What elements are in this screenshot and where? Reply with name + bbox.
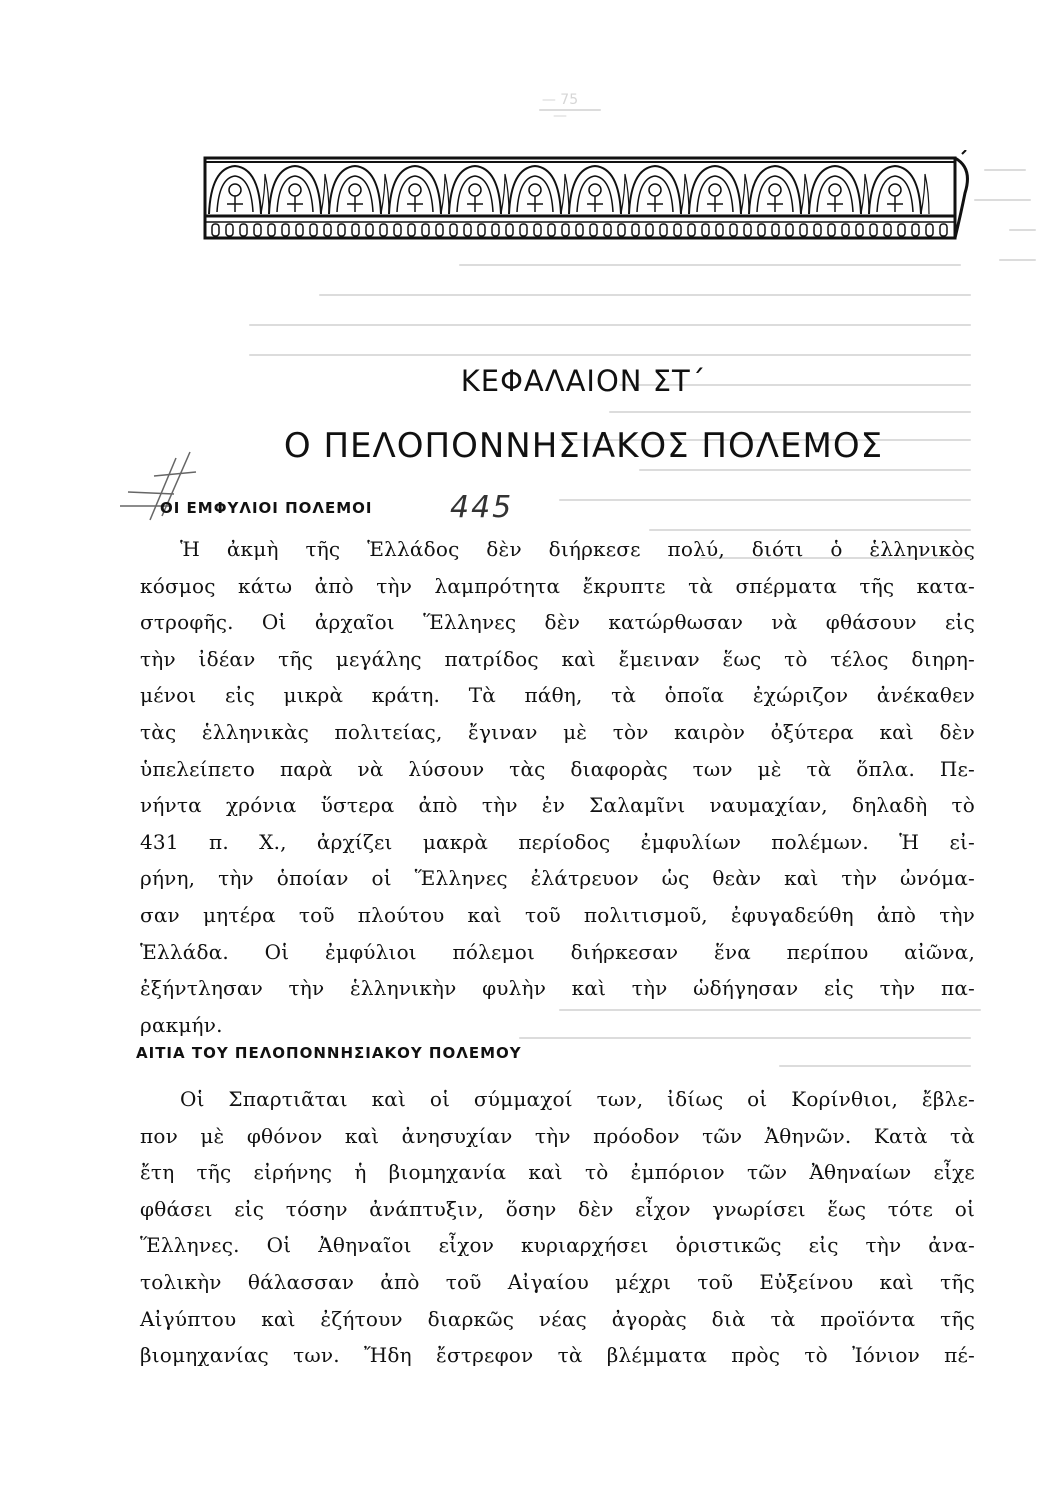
frieze-dentil — [716, 224, 723, 236]
paragraph-civil-wars — [140, 531, 975, 1043]
frieze-dentil — [786, 224, 793, 236]
frieze-dentil — [548, 224, 555, 236]
frieze-dentil — [800, 224, 807, 236]
frieze-dentil — [926, 224, 933, 236]
decorative-frieze-ornament — [200, 150, 970, 250]
frieze-palmette — [809, 166, 869, 214]
frieze-dentil — [758, 224, 765, 236]
frieze-dentil — [492, 224, 499, 236]
frieze-palmette — [629, 166, 689, 214]
text-line: ὑπελείπετο παρὰ νὰ λύσουν τὰς διαφορὰς των μὲ τὰ ὅπλα. Πε- — [140, 756, 975, 781]
text-line: κόσμος κάτω ἀπὸ τὴν λαμπρότητα ἔκρυπτε τὰ σπέρματα τῆς κατα- — [140, 573, 975, 598]
frieze-palmette — [569, 166, 629, 214]
frieze-palmette — [449, 166, 509, 214]
text-line: ρήνη, τὴν ὁποίαν οἱ Ἕλληνες ἐλάτρευον ὡς θεὰν καὶ τὴν ὠνόμα- — [140, 866, 975, 891]
text-line: φθάσει εἰς τόσην ἀνάπτυξιν, ὅσην δὲν εἶχον γνωρίσει ἕως τότε οἱ — [140, 1196, 975, 1221]
frieze-dentil — [254, 224, 261, 236]
frieze-dentil — [772, 224, 779, 236]
text-line: μένοι εἰς μικρὰ κράτη. Τὰ πάθη, τὰ ὁποῖα ἐχώριζον ἀνέκαθεν — [140, 683, 975, 708]
frieze-dentil — [268, 224, 275, 236]
text-line: ἔτη τῆς εἰρήνης ἡ βιομηχανία καὶ τὸ ἐμπόριον τῶν Ἀθηναίων εἶχε — [140, 1160, 975, 1185]
text-line: 431 π. Χ., ἀρχίζει μακρὰ περίοδος ἐμφυλίων πολέμων. Ἡ εἰ- — [140, 829, 975, 854]
frieze-dentil — [212, 224, 219, 236]
text-line: τὴν ἰδέαν τῆς μεγάλης πατρίδος καὶ ἔμειναν ἕως τὸ τέλος διηρη- — [140, 646, 975, 671]
frieze-dentil — [310, 224, 317, 236]
chapter-title: Ο ΠΕΛΟΠΟΝΝΗΣΙΑΚΟΣ ΠΟΛΕΜΟΣ — [283, 426, 884, 466]
text-line: ἐξήντλησαν τὴν ἑλληνικὴν φυλὴν καὶ τὴν ὡδήγησαν εἰς τὴν πα- — [140, 976, 975, 1001]
frieze-palmette — [749, 166, 809, 214]
frieze-dentil — [338, 224, 345, 236]
frieze-dentil — [660, 224, 667, 236]
frieze-dentil — [478, 224, 485, 236]
frieze-dentil — [688, 224, 695, 236]
frieze-dentil — [394, 224, 401, 236]
frieze-dentil — [352, 224, 359, 236]
frieze-palmette — [329, 166, 389, 214]
frieze-dentil — [870, 224, 877, 236]
frieze-dentil — [828, 224, 835, 236]
text-line: νήντα χρόνια ὕστερα ἀπὸ τὴν ἐν Σαλαμῖνι ναυμαχίαν, δηλαδὴ τὸ — [140, 793, 975, 818]
text-line: τὰς ἑλληνικὰς πολιτείας, ἔγιναν μὲ τὸν καιρὸν ὀξύτερα καὶ δὲν — [140, 719, 975, 744]
frieze-palmette — [389, 166, 449, 214]
text-line: ρακμήν. — [140, 1012, 223, 1037]
frieze-dentil — [366, 224, 373, 236]
text-line: Ἑλλάδα. Οἱ ἐμφύλιοι πόλεμοι διήρκεσαν ἕνα περίπου αἰῶνα, — [140, 939, 975, 964]
frieze-dentil — [562, 224, 569, 236]
frieze-dentil — [240, 224, 247, 236]
frieze-dentil — [506, 224, 513, 236]
frieze-dentil — [674, 224, 681, 236]
text-line: σαν μητέρα τοῦ πλούτου καὶ τοῦ πολιτισμοῦ, ἐφυγαδεύθη ἀπὸ τὴν — [140, 902, 975, 927]
frieze-dentil — [912, 224, 919, 236]
chapter-label: ΚΕΦΑΛΑΙΟΝ ΣΤ΄ — [460, 364, 707, 398]
text-line: πον μὲ φθόνον καὶ ἀνησυχίαν τὴν πρόοδον τῶν Ἀθηνῶν. Κατὰ τὰ — [140, 1123, 975, 1148]
frieze-dentil — [534, 224, 541, 236]
frieze-dentil — [590, 224, 597, 236]
frieze-dentil — [898, 224, 905, 236]
frieze-dentil — [702, 224, 709, 236]
frieze-dentil — [422, 224, 429, 236]
frieze-dentil — [576, 224, 583, 236]
text-line: στροφῆς. Οἱ ἀρχαῖοι Ἕλληνες δὲν κατώρθωσαν νὰ φθάσουν εἰς — [140, 610, 975, 635]
text-line: Ἡ ἀκμὴ τῆς Ἑλλάδος δὲν διήρκεσε πολύ, διότι ὁ ἑλληνικὸς — [180, 537, 975, 561]
frieze-dentil — [296, 224, 303, 236]
frieze-dentil — [520, 224, 527, 236]
frieze-dentil — [646, 224, 653, 236]
text-line: Ἕλληνες. Οἱ Ἀθηναῖοι εἶχον κυριαρχήσει ὁριστικῶς εἰς τὴν ἀνα- — [140, 1233, 975, 1258]
running-head: — 75 — — [541, 92, 579, 124]
paragraph-causes — [140, 1081, 975, 1374]
text-line: Οἱ Σπαρτιᾶται καὶ οἱ σύμμαχοί των, ἰδίως οἱ Κορίνθιοι, ἔβλε- — [180, 1087, 975, 1111]
frieze-dentil — [618, 224, 625, 236]
frieze-dentil — [842, 224, 849, 236]
frieze-dentil — [450, 224, 457, 236]
frieze-palmette — [869, 166, 929, 214]
frieze-dentil — [940, 224, 947, 236]
text-line: τολικὴν θάλασσαν ἀπὸ τοῦ Αἰγαίου μέχρι τοῦ Εὐξείνου καὶ τῆς — [140, 1269, 975, 1294]
frieze-dentil — [744, 224, 751, 236]
frieze-dentil — [464, 224, 471, 236]
frieze-palmette — [689, 166, 749, 214]
frieze-palmette — [209, 166, 269, 214]
section-heading-causes: ΑΙΤΙΑ ΤΟΥ ΠΕΛΟΠΟΝΝΗΣΙΑΚΟΥ ΠΟΛΕΜΟΥ — [136, 1044, 522, 1062]
frieze-dentil — [632, 224, 639, 236]
frieze-dentil — [884, 224, 891, 236]
frieze-dentil — [282, 224, 289, 236]
handwritten-number: 445 — [450, 490, 514, 525]
frieze-dentil — [226, 224, 233, 236]
frieze-dentil — [436, 224, 443, 236]
text-line: βιομηχανίας των. Ἤδη ἔστρεφον τὰ βλέμματα πρὸς τὸ Ἰόνιον πέ- — [140, 1343, 975, 1368]
frieze-dentil — [380, 224, 387, 236]
frieze-dentil — [324, 224, 331, 236]
frieze-palmette — [269, 166, 329, 214]
frieze-dentil — [408, 224, 415, 236]
frieze-dentil — [604, 224, 611, 236]
frieze-dentil — [814, 224, 821, 236]
frieze-dentil — [856, 224, 863, 236]
frieze-palmette — [509, 166, 569, 214]
text-line: Αἰγύπτου καὶ ἐζήτουν διαρκῶς νέας ἀγορὰς διὰ τὰ προϊόντα τῆς — [140, 1306, 975, 1331]
frieze-dentil — [730, 224, 737, 236]
section-heading-civil-wars: ΟΙ ΕΜΦΥΛΙΟΙ ΠΟΛΕΜΟΙ — [160, 499, 373, 517]
